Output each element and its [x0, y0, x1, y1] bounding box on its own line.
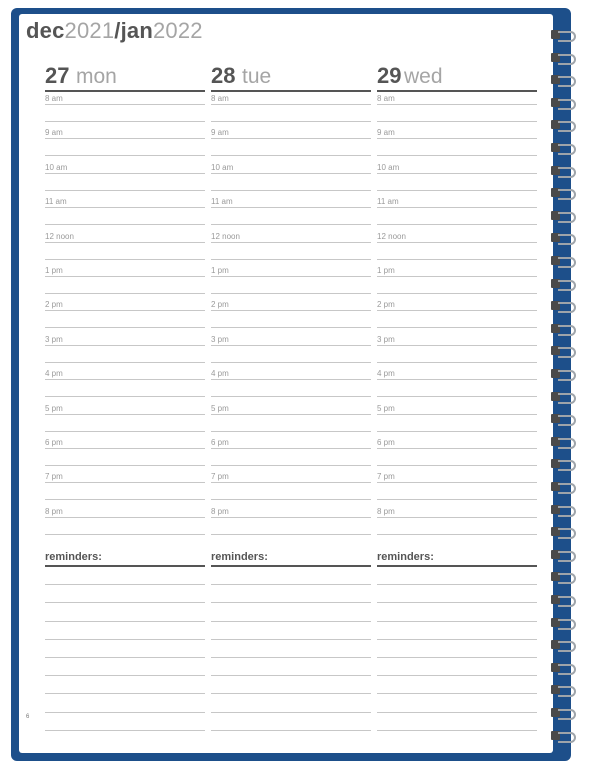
time-slot[interactable]: [211, 367, 371, 401]
wire-loop: [558, 551, 576, 562]
ruled-line: [211, 482, 371, 483]
wire-loop: [558, 31, 576, 42]
time-slot[interactable]: [45, 126, 205, 160]
time-slot[interactable]: [45, 505, 205, 539]
binding-ring: [551, 323, 577, 335]
time-label: 5 pm: [377, 403, 395, 413]
ruled-line: [45, 431, 205, 432]
reminder-line: [211, 622, 371, 640]
ruled-line: [45, 310, 205, 311]
ruled-line: [377, 534, 537, 535]
title-separator: /: [114, 18, 121, 43]
ruled-line: [45, 293, 205, 294]
ruled-line: [377, 517, 537, 518]
time-label: 11 am: [211, 197, 233, 207]
reminders-label: reminders:: [45, 551, 205, 567]
time-label: 2 pm: [377, 300, 395, 310]
time-slot[interactable]: [211, 230, 371, 264]
time-slot[interactable]: [211, 126, 371, 160]
ruled-line: [377, 155, 537, 156]
day-name: mon: [76, 65, 117, 88]
reminder-line: [377, 603, 537, 621]
ruled-line: [45, 499, 205, 500]
ruled-line: [377, 310, 537, 311]
ruled-line: [377, 224, 537, 225]
time-slot[interactable]: [45, 333, 205, 367]
binding-ring: [551, 436, 577, 448]
wire-loop: [558, 415, 576, 426]
binding-ring: [551, 97, 577, 109]
ruled-line: [377, 121, 537, 122]
ruled-line: [45, 465, 205, 466]
binding-ring: [551, 526, 577, 538]
day-name: tue: [242, 65, 272, 88]
reminders-label: reminders:: [377, 551, 537, 567]
binding-ring: [551, 278, 577, 290]
time-label: 7 pm: [377, 472, 395, 482]
time-label: 5 pm: [211, 403, 229, 413]
time-slot[interactable]: [45, 298, 205, 332]
ruled-line: [211, 121, 371, 122]
time-label: 12 noon: [45, 231, 74, 241]
day-header: [45, 62, 205, 92]
reminder-line: [45, 676, 205, 694]
ruled-line: [45, 414, 205, 415]
ruled-line: [45, 345, 205, 346]
ruled-line: [211, 310, 371, 311]
wire-loop: [558, 641, 576, 652]
ruled-line: [377, 104, 537, 105]
ruled-line: [45, 362, 205, 363]
time-slot[interactable]: [377, 126, 537, 160]
reminder-line: [377, 622, 537, 640]
time-slot[interactable]: [211, 264, 371, 298]
reminder-line: [377, 694, 537, 712]
wire-loop: [558, 686, 576, 697]
ruled-line: [45, 534, 205, 535]
ruled-line: [377, 396, 537, 397]
ruled-line: [45, 104, 205, 105]
time-label: 8 am: [211, 94, 229, 103]
page-title: [26, 18, 203, 44]
page-number: 6: [26, 714, 30, 720]
reminder-line: [45, 713, 205, 731]
reminders-label: reminders:: [211, 551, 371, 567]
binding-ring: [551, 617, 577, 629]
ruled-line: [211, 431, 371, 432]
wire-loop: [558, 506, 576, 517]
binding-ring: [551, 458, 577, 470]
wire-loop: [558, 347, 576, 358]
ruled-line: [211, 104, 371, 105]
ruled-line: [211, 327, 371, 328]
reminder-line: [211, 585, 371, 603]
binding-ring: [551, 571, 577, 583]
binding-ring: [551, 165, 577, 177]
time-slot[interactable]: [211, 298, 371, 332]
binding-ring: [551, 119, 577, 131]
time-label: 6 pm: [211, 437, 229, 447]
binding-ring: [551, 255, 577, 267]
day-column-mon: [45, 62, 205, 539]
ruled-line: [377, 276, 537, 277]
binding-ring: [551, 684, 577, 696]
ruled-line: [211, 173, 371, 174]
time-slot[interactable]: [377, 402, 537, 436]
wire-loop: [558, 280, 576, 291]
binding-ring: [551, 300, 577, 312]
day-number: 27: [45, 63, 70, 88]
ruled-line: [211, 155, 371, 156]
reminder-line: [45, 622, 205, 640]
day-number: 28: [211, 63, 236, 88]
binding-ring: [551, 504, 577, 516]
day-column-tue: [211, 62, 371, 539]
time-label: 2 pm: [211, 300, 229, 310]
time-slot[interactable]: [45, 92, 205, 126]
time-label: 8 am: [45, 94, 63, 103]
ruled-line: [45, 482, 205, 483]
ruled-line: [45, 327, 205, 328]
binding-ring: [551, 481, 577, 493]
time-label: 12 noon: [211, 231, 240, 241]
ruled-line: [377, 379, 537, 380]
ruled-line: [377, 259, 537, 260]
time-slot[interactable]: [45, 195, 205, 229]
wire-loop: [558, 302, 576, 313]
time-label: 11 am: [377, 197, 399, 207]
time-label: 7 pm: [45, 472, 63, 482]
time-slot[interactable]: [377, 195, 537, 229]
wire-loop: [558, 460, 576, 471]
time-label: 3 pm: [377, 334, 395, 344]
binding-ring: [551, 594, 577, 606]
wire-loop: [558, 54, 576, 65]
time-slot[interactable]: [377, 92, 537, 126]
ruled-line: [211, 379, 371, 380]
wire-loop: [558, 619, 576, 630]
ruled-line: [377, 414, 537, 415]
wire-loop: [558, 732, 576, 743]
time-slot[interactable]: [377, 367, 537, 401]
binding-ring: [551, 368, 577, 380]
wire-loop: [558, 167, 576, 178]
ruled-line: [211, 293, 371, 294]
reminders-section[interactable]: [211, 551, 371, 731]
binding-ring: [551, 345, 577, 357]
binding-ring: [551, 29, 577, 41]
time-label: 3 pm: [45, 334, 63, 344]
time-label: 8 pm: [45, 506, 63, 516]
reminder-line: [45, 658, 205, 676]
ruled-line: [211, 138, 371, 139]
time-label: 7 pm: [211, 472, 229, 482]
reminder-line: [211, 658, 371, 676]
ruled-line: [45, 207, 205, 208]
reminder-line: [211, 603, 371, 621]
reminder-line: [211, 567, 371, 585]
wire-loop: [558, 370, 576, 381]
time-label: 12 noon: [377, 231, 406, 241]
time-label: 10 am: [45, 162, 68, 172]
wire-loop: [558, 99, 576, 110]
title-month-jan: jan: [120, 18, 153, 43]
binding-ring: [551, 730, 577, 742]
binding-ring: [551, 210, 577, 222]
day-name: wed: [404, 65, 443, 88]
ruled-line: [211, 448, 371, 449]
time-label: 1 pm: [45, 265, 63, 275]
ruled-line: [45, 448, 205, 449]
binding-ring: [551, 662, 577, 674]
reminder-line: [377, 640, 537, 658]
time-slot[interactable]: [211, 402, 371, 436]
time-label: 2 pm: [45, 300, 63, 310]
ruled-line: [377, 448, 537, 449]
time-label: 1 pm: [377, 265, 395, 275]
binding-ring: [551, 232, 577, 244]
wire-loop: [558, 121, 576, 132]
ruled-line: [211, 414, 371, 415]
wire-loop: [558, 76, 576, 87]
time-slot[interactable]: [45, 161, 205, 195]
ruled-line: [211, 276, 371, 277]
wire-loop: [558, 438, 576, 449]
ruled-line: [377, 345, 537, 346]
time-slot[interactable]: [377, 298, 537, 332]
ruled-line: [45, 259, 205, 260]
binding-ring: [551, 74, 577, 86]
ruled-line: [211, 499, 371, 500]
title-year-2022: 2022: [152, 18, 203, 43]
time-slot[interactable]: [211, 333, 371, 367]
ruled-line: [377, 190, 537, 191]
time-label: 9 am: [211, 128, 229, 138]
time-slot[interactable]: [45, 264, 205, 298]
time-label: 8 am: [377, 94, 395, 103]
binding-ring: [551, 639, 577, 651]
time-slot[interactable]: [211, 195, 371, 229]
reminder-line: [377, 658, 537, 676]
day-header: [377, 62, 537, 92]
time-slot[interactable]: [45, 230, 205, 264]
title-month-dec: dec: [26, 18, 65, 43]
ruled-line: [377, 431, 537, 432]
time-slot[interactable]: [211, 470, 371, 504]
time-slot[interactable]: [211, 436, 371, 470]
ruled-line: [377, 362, 537, 363]
ruled-line: [45, 276, 205, 277]
wire-loop: [558, 528, 576, 539]
ruled-line: [377, 293, 537, 294]
wire-loop: [558, 325, 576, 336]
ruled-line: [211, 207, 371, 208]
time-slot[interactable]: [377, 230, 537, 264]
time-slot[interactable]: [211, 161, 371, 195]
time-label: 4 pm: [45, 369, 63, 379]
reminder-line: [45, 694, 205, 712]
time-slot[interactable]: [377, 264, 537, 298]
time-label: 10 am: [211, 162, 234, 172]
reminder-line: [211, 694, 371, 712]
reminder-line: [377, 585, 537, 603]
time-label: 1 pm: [211, 265, 229, 275]
ruled-line: [45, 138, 205, 139]
time-label: 6 pm: [377, 437, 395, 447]
binding-ring: [551, 391, 577, 403]
ruled-line: [211, 242, 371, 243]
ruled-line: [211, 362, 371, 363]
ruled-line: [211, 190, 371, 191]
time-label: 9 am: [377, 128, 395, 138]
day-number: 29: [377, 63, 402, 88]
binding-ring: [551, 187, 577, 199]
ruled-line: [211, 224, 371, 225]
reminder-line: [211, 640, 371, 658]
time-slot[interactable]: [377, 333, 537, 367]
ruled-line: [377, 327, 537, 328]
day-column-wed: [377, 62, 537, 539]
reminder-line: [45, 567, 205, 585]
reminders-section[interactable]: [45, 551, 205, 731]
ruled-line: [211, 259, 371, 260]
binding-ring: [551, 707, 577, 719]
binding-ring: [551, 52, 577, 64]
ruled-line: [45, 517, 205, 518]
ruled-line: [377, 499, 537, 500]
ruled-line: [45, 379, 205, 380]
time-label: 5 pm: [45, 403, 63, 413]
time-label: 10 am: [377, 162, 400, 172]
ruled-line: [377, 138, 537, 139]
ruled-line: [377, 465, 537, 466]
time-label: 8 pm: [211, 506, 229, 516]
ruled-line: [211, 396, 371, 397]
ruled-line: [45, 190, 205, 191]
wire-loop: [558, 573, 576, 584]
time-slot[interactable]: [211, 92, 371, 126]
ruled-line: [45, 396, 205, 397]
reminder-line: [377, 567, 537, 585]
ruled-line: [211, 465, 371, 466]
wire-loop: [558, 664, 576, 675]
time-slot[interactable]: [45, 367, 205, 401]
reminder-line: [45, 585, 205, 603]
ruled-line: [45, 242, 205, 243]
reminders-section[interactable]: [377, 551, 537, 731]
title-year-2021: 2021: [64, 18, 115, 43]
time-label: 8 pm: [377, 506, 395, 516]
time-slot[interactable]: [211, 505, 371, 539]
ruled-line: [211, 517, 371, 518]
ruled-line: [377, 242, 537, 243]
time-label: 9 am: [45, 128, 63, 138]
ruled-line: [377, 173, 537, 174]
wire-loop: [558, 596, 576, 607]
time-label: 4 pm: [211, 369, 229, 379]
time-slot[interactable]: [45, 402, 205, 436]
reminder-line: [211, 713, 371, 731]
wire-loop: [558, 144, 576, 155]
ruled-line: [45, 224, 205, 225]
time-slot[interactable]: [377, 436, 537, 470]
time-label: 11 am: [45, 197, 67, 207]
wire-loop: [558, 257, 576, 268]
time-slot[interactable]: [377, 505, 537, 539]
ruled-line: [45, 121, 205, 122]
time-label: 4 pm: [377, 369, 395, 379]
wire-loop: [558, 709, 576, 720]
ruled-line: [211, 534, 371, 535]
time-slot[interactable]: [45, 436, 205, 470]
wire-loop: [558, 212, 576, 223]
reminder-line: [211, 676, 371, 694]
wire-loop: [558, 234, 576, 245]
time-slot[interactable]: [377, 470, 537, 504]
wire-loop: [558, 393, 576, 404]
time-label: 6 pm: [45, 437, 63, 447]
ruled-line: [45, 173, 205, 174]
ruled-line: [211, 345, 371, 346]
time-label: 3 pm: [211, 334, 229, 344]
ruled-line: [377, 482, 537, 483]
time-slot[interactable]: [45, 470, 205, 504]
wire-loop: [558, 483, 576, 494]
time-slot[interactable]: [377, 161, 537, 195]
reminder-line: [377, 713, 537, 731]
binding-ring: [551, 413, 577, 425]
binding-ring: [551, 142, 577, 154]
wire-loop: [558, 189, 576, 200]
reminder-line: [377, 676, 537, 694]
ruled-line: [45, 155, 205, 156]
reminder-line: [45, 640, 205, 658]
day-header: [211, 62, 371, 92]
binding-ring: [551, 549, 577, 561]
ruled-line: [377, 207, 537, 208]
reminder-line: [45, 603, 205, 621]
